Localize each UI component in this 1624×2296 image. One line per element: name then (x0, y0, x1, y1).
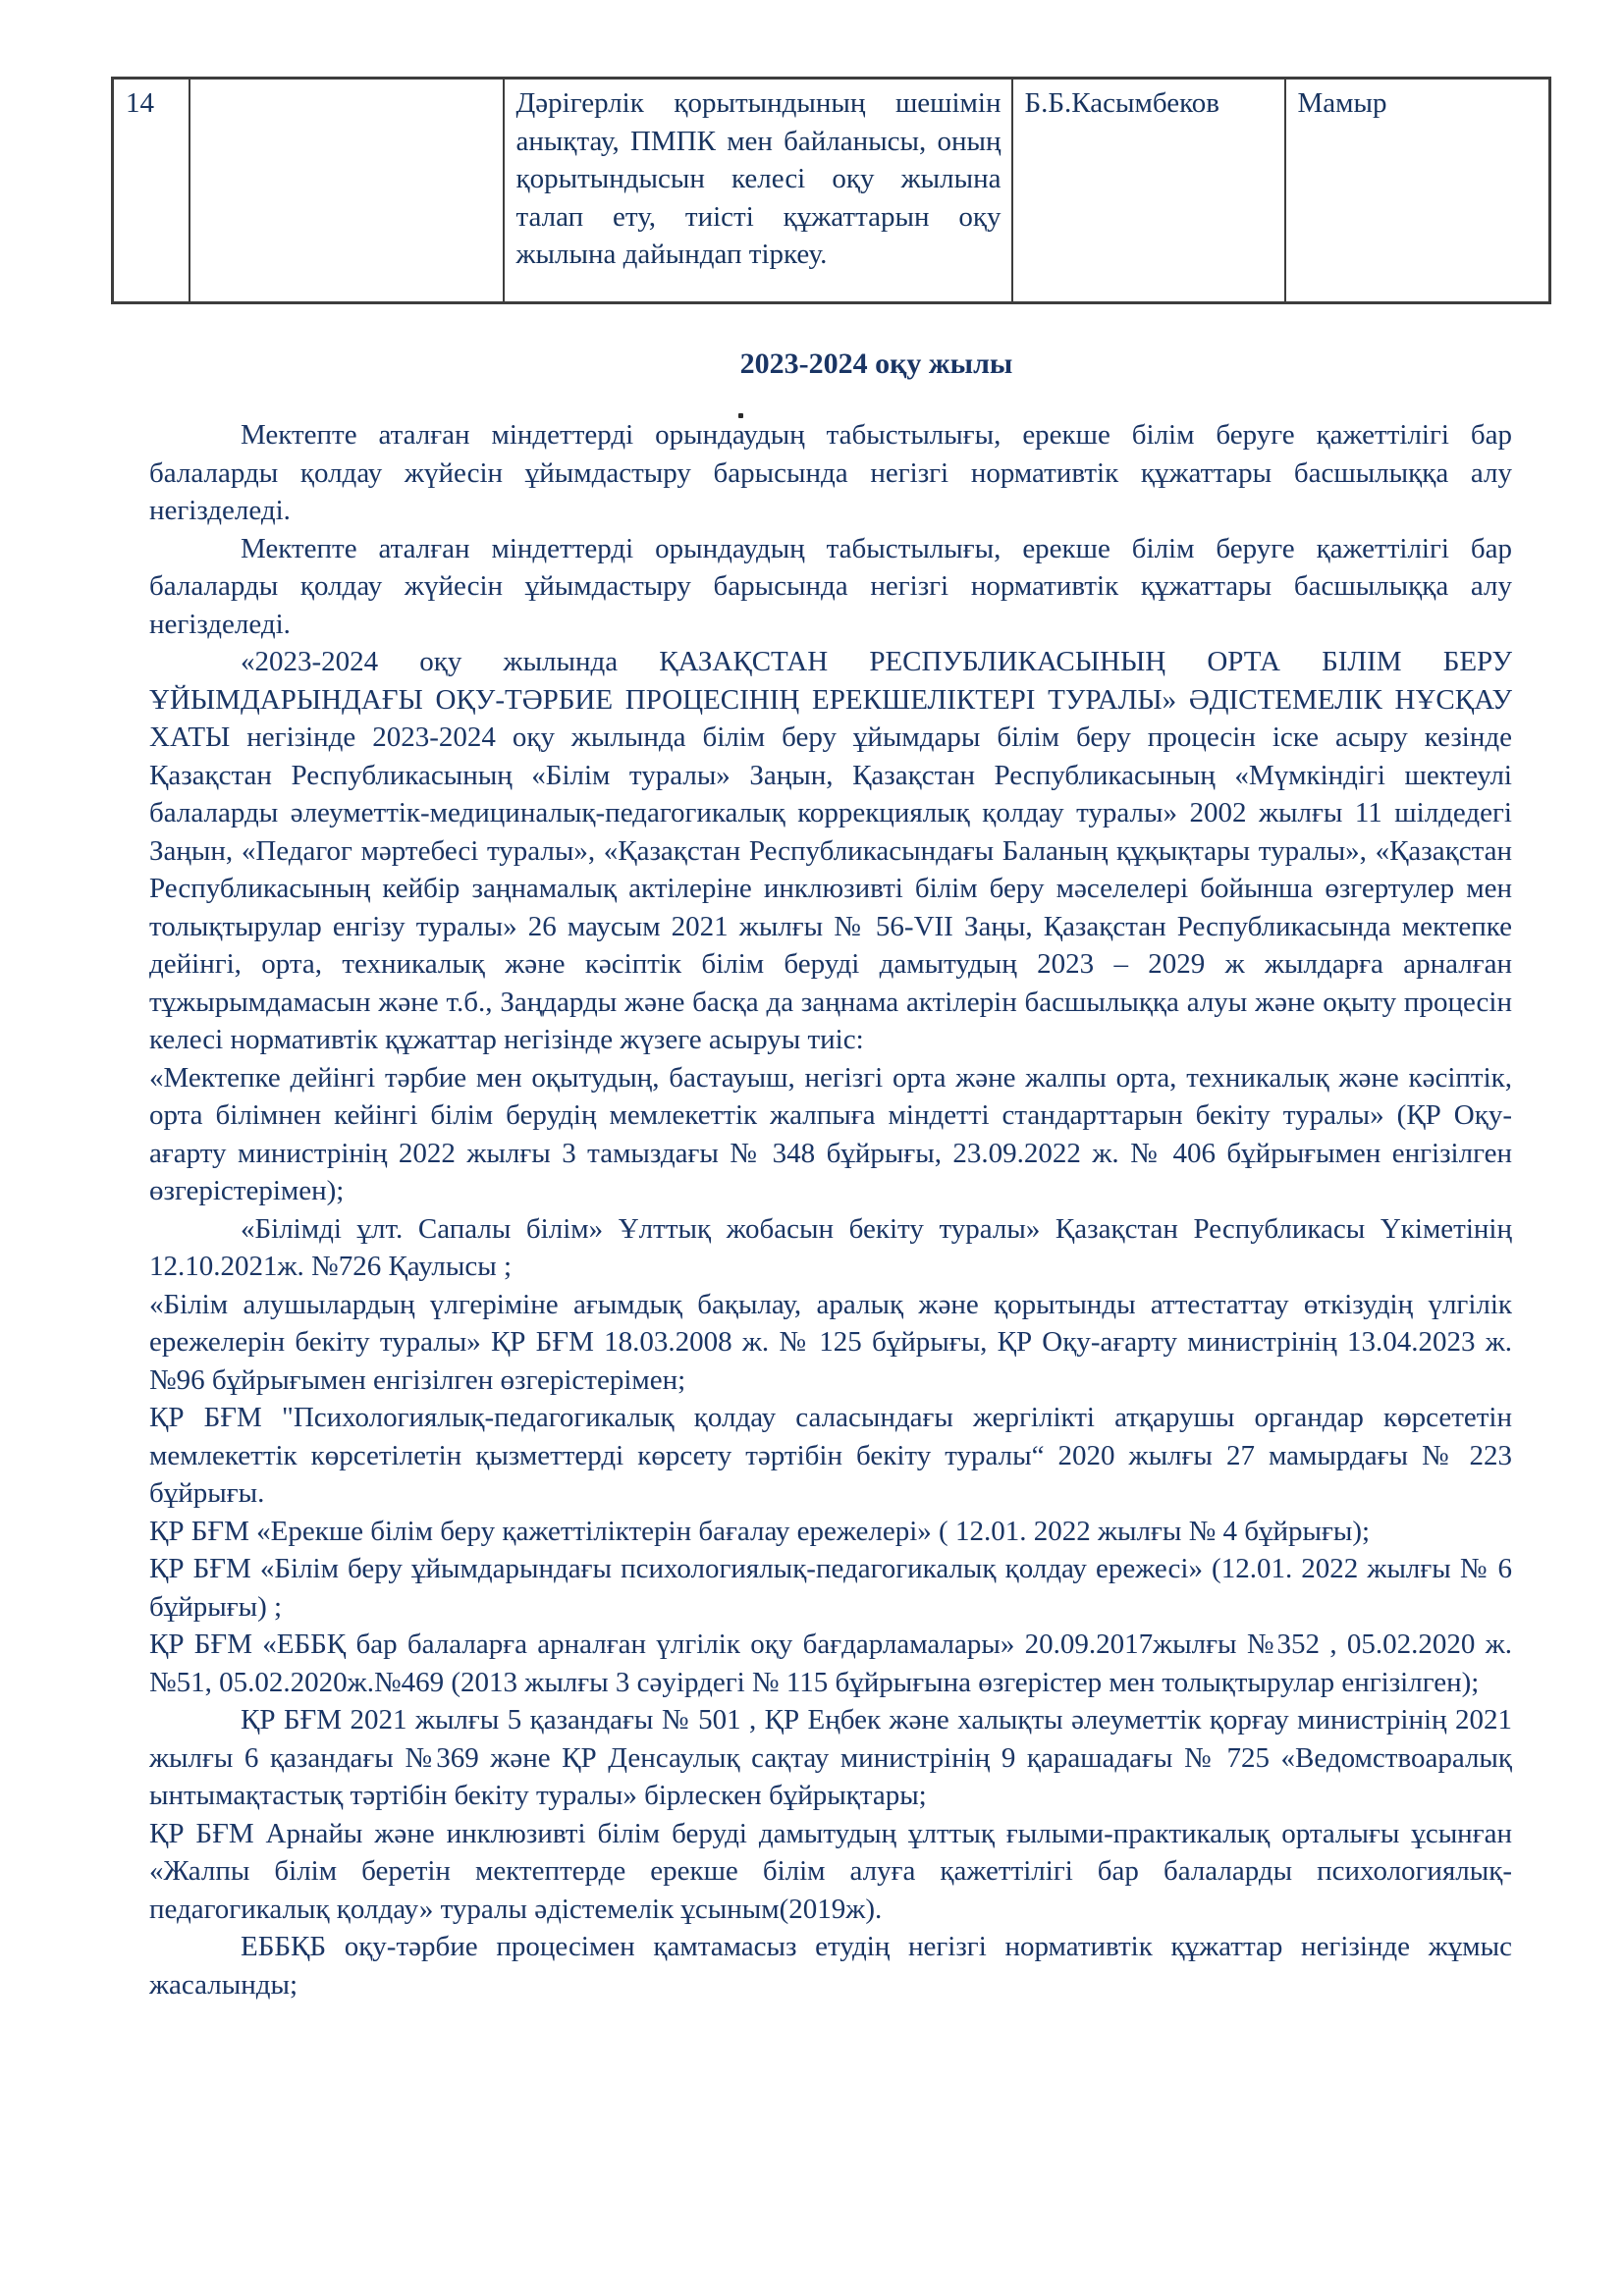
table-row (113, 79, 1550, 303)
plan-table (111, 77, 1551, 304)
month-cell: Мамыр (1285, 79, 1550, 303)
body-paragraph: ҚР БҒМ «ЕББҚ бар балаларға арналған үлгілік оқу бағдарламалары» 20.09.2017жылғы №352 , 05.02.2020 ж.№51, 05.02.2020ж.№469 (2013 жылғы 3 сәуірдегі № 115 бұйрығына өзгерістер мен толықтырулар енгізілген); (149, 1629, 1512, 1698)
body-paragraph: ҚР БҒМ Арнайы және инклюзивті білім беруді дамытудың ұлттық ғылыми-практикалық орталығы ұсынған «Жалпы білім беретін мектептерде ерекше білім алуға қажеттілігі бар балаларды психологиялық-педагогикалық қолдау» туралы әдістемелік ұсыным(2019ж). (149, 1817, 1512, 1925)
body-paragraph: «2023-2024 оқу жылында ҚАЗАҚСТАН РЕСПУБЛИКАСЫНЫҢ ОРТА БІЛІМ БЕРУ ҰЙЫМДАРЫНДАҒЫ ОҚУ-ТӘРБИЕ ПРОЦЕСІНІҢ ЕРЕКШЕЛІКТЕРІ ТУРАЛЫ» ӘДІСТЕМЕЛІК НҰСҚАУ ХАТЫ негізінде 2023-2024 оқу жылында білім беру ұйымдары білім беру процесін іске асыру кезінде Қазақстан Республикасының «Білім туралы» Заңын, Қазақстан Республикасының «Мүмкіндігі шектеулі балаларды әлеуметтік-медициналық-педагогикалық коррекциялық қолдау туралы» 2002 жылғы 11 шілдедегі Заңын, «Педагог мәртебесі туралы», «Қазақстан Республикасындағы Баланың құқықтары туралы», «Қазақстан Республикасының кейбір заңнамалық актілеріне инклюзивті білім беру мәселелері бойынша өзгертулер мен толықтырулар енгізу туралы» 26 маусым 2021 жылғы № 56-VII Заңы, Қазақстан Республикасында мектепке дейінгі, орта, техникалық және кәсіптік білім беруді дамытудың 2023 – 2029 ж жылдарға арналған тұжырымдамасын және т.б., Заңдарды және басқа да заңнама актілерін басшылыққа алуы және оқыту процесін келесі нормативтік құжаттар негізінде жүзеге асыруы тиіс: (149, 646, 1512, 1055)
body-text-block (149, 416, 1512, 2003)
body-paragraph: Мектепте аталған міндеттерді орындаудың табыстылығы, ерекше білім беруге қажеттілігі бар балаларды қолдау жүйесін ұйымдастыру барысында негізгі нормативтік құжаттары басшылыққа алу негізделеді. (149, 419, 1512, 526)
body-paragraph: «Білімді ұлт. Сапалы білім» Ұлттық жобасын бекіту туралы» Қазақстан Республикасы Үкіметінің 12.10.2021ж. №726 Қаулысы ; (149, 1212, 1512, 1282)
body-paragraph: ҚР БҒМ «Ерекше білім беру қажеттіліктерін бағалау ережелері» ( 12.01. 2022 жылғы № 4 бұйрығы); (149, 1515, 1371, 1547)
body-paragraph: ҚР БҒМ «Білім беру ұйымдарындағы психологиялық-педагогикалық қолдау ережесі» (12.01. 2022 жылғы № 6 бұйрығы) ; (149, 1553, 1512, 1623)
body-paragraph: «Мектепке дейінгі тәрбие мен оқытудың, бастауыш, негізгі орта және жалпы орта, техникалық және кәсіптік, орта білімнен кейінгі білім берудің мемлекеттік жалпыға міндетті стандарттарын бекіту туралы» (ҚР Оқу-ағарту министрінің 2022 жылғы 3 тамыздағы № 348 бұйрығы, 23.09.2022 ж. № 406 бұйрығымен енгізілген өзгерістерімен); (149, 1061, 1512, 1206)
description-cell: Дәрігерлік қорытындының шешімін анықтау, ПМПК мен байланысы, оның қорытындысын келесі оқу жылына талап ету, тиісті құжаттарын оқу жылына дайындап тіркеу. (504, 79, 1012, 303)
responsible-cell: Б.Б.Касымбеков (1012, 79, 1285, 303)
section-heading: 2023-2024 оқу жылы (739, 347, 1013, 380)
body-paragraph: Мектепте аталған міндеттерді орындаудың табыстылығы, ерекше білім беруге қажеттілігі бар балаларды қолдау жүйесін ұйымдастыру барысында негізгі нормативтік құжаттары басшылыққа алу негізделеді. (149, 532, 1512, 640)
task-cell (189, 79, 504, 303)
body-paragraph: ЕББҚБ оқу-тәрбие процесімен қамтамасыз етудің негізгі нормативтік құжаттар негізінде жұмыс жасалынды; (149, 1931, 1512, 2001)
body-paragraph: ҚР БҒМ 2021 жылғы 5 қазандағы № 501 , ҚР Еңбек және халықты әлеуметтік қорғау министрінің 2021 жылғы 6 қазандағы №369 және ҚР Денсаулық сақтау министрінің 9 қарашадағы № 725 «Ведомствоаралық ынтымақтастық тәртібін бекіту туралы» бірлескен бұйрықтары; (149, 1704, 1512, 1811)
body-paragraph: ҚР БҒМ "Психологиялық-педагогикалық қолдау саласындағы жергілікті атқарушы органдар көрсететін мемлекеттік көрсетілетін қызметтерді көрсету тәртібін бекіту туралы“ 2020 жылғы 27 мамырдағы № 223 бұйрығы. (149, 1402, 1512, 1509)
body-paragraph: «Білім алушылардың үлгеріміне ағымдық бақылау, аралық және қорытынды аттестаттау өткізудің үлгілік ережелерін бекіту туралы» ҚР БҒМ 18.03.2008 ж. № 125 бұйрығы, ҚР Оқу-ағарту министрінің 13.04.2023 ж. №96 бұйрығымен енгізілген өзгерістерімен; (149, 1288, 1512, 1396)
row-number-cell: 14 (113, 79, 189, 303)
